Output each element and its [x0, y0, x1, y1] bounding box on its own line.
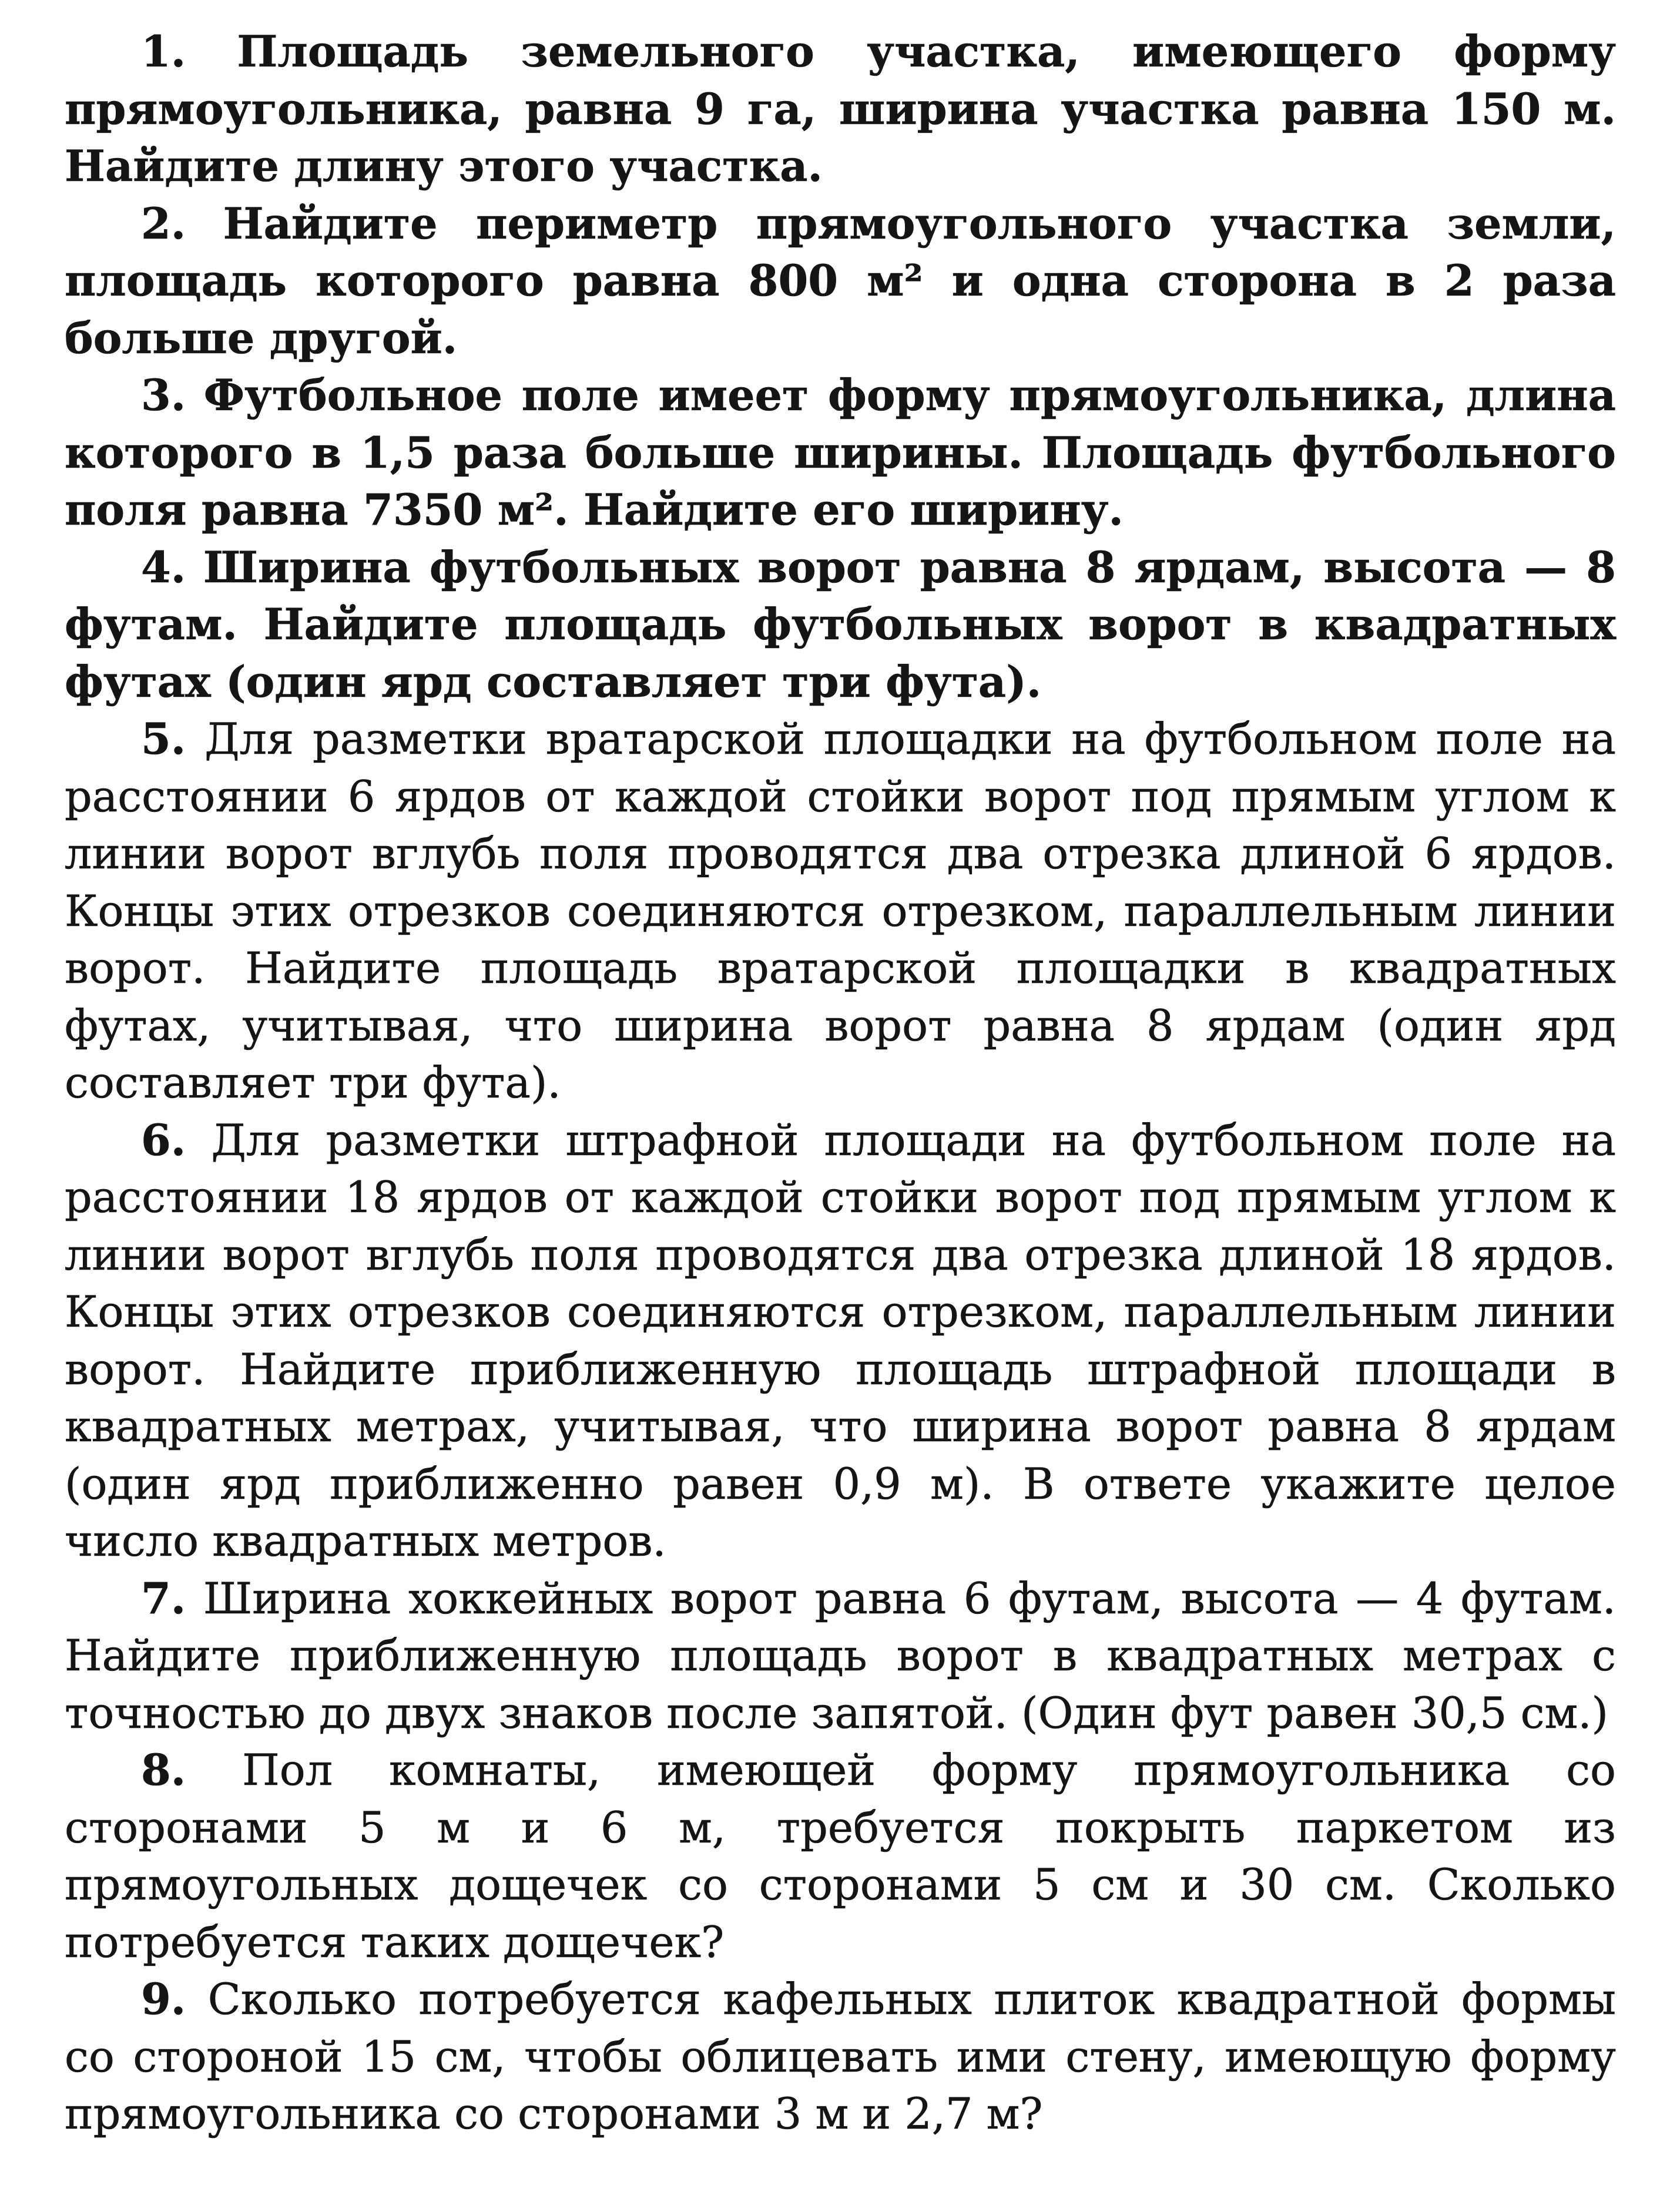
problem-number: 9.	[141, 1974, 186, 2025]
problem-8	[65, 1742, 1616, 1971]
problem-number: 8.	[141, 1745, 186, 1795]
problem-text: Для разметки штрафной площади на футбольном поле на расстоянии 18 ярдов от каждой стойки ворот под прямым углом к линии ворот вглубь поля проводятся два отрезка длиной 18 ярдов. Концы этих отрезков соединяются отрезком, параллельным линии ворот. Найдите приближенную площадь штрафной площади в квадратных метрах, учитывая, что ширина ворот равна 8 ярдам (один ярд приближенно равен 0,9 м). В ответе укажите целое число квадратных метров.	[65, 1115, 1616, 1566]
problem-number: 2.	[141, 198, 186, 249]
problem-2	[65, 196, 1616, 368]
problem-number: 4.	[141, 542, 186, 593]
problem-3	[65, 367, 1616, 539]
problem-7	[65, 1570, 1616, 1743]
problem-number: 6.	[141, 1115, 186, 1166]
problem-number: 5.	[141, 714, 186, 764]
problem-5	[65, 711, 1616, 1112]
problem-text: Футбольное поле имеет форму прямоугольника, длина которого в 1,5 раза больше ширины. Площадь футбольного поля равна 7350 м². Найдите его ширину.	[65, 370, 1616, 535]
problem-text: Найдите периметр прямоугольного участка земли, площадь которого равна 800 м² и одна сторона в 2 раза больше другой.	[65, 198, 1616, 364]
problem-text: Ширина футбольных ворот равна 8 ярдам, высота — 8 футам. Найдите площадь футбольных ворот в квадратных футах (один ярд составляет три фута).	[65, 542, 1616, 707]
problem-4	[65, 539, 1616, 711]
problem-6	[65, 1112, 1616, 1570]
problem-text: Для разметки вратарской площадки на футбольном поле на расстоянии 6 ярдов от каждой стойки ворот под прямым углом к линии ворот вглубь поля проводятся два отрезка длиной 6 ярдов. Концы этих отрезков соединяются отрезком, параллельным линии ворот. Найдите площадь вратарской площадки в квадратных футах, учитывая, что ширина ворот равна 8 ярдам (один ярд составляет три фута).	[65, 714, 1616, 1108]
problem-number: 3.	[141, 370, 186, 421]
problem-text: Сколько потребуется кафельных плиток квадратной формы со стороной 15 см, чтобы облицевать ими стену, имеющую форму прямоугольника со сторонами 3 м и 2,7 м?	[65, 1975, 1616, 2139]
problem-number: 7.	[141, 1573, 186, 1624]
problem-text: Пол комнаты, имеющей форму прямоугольника со сторонами 5 м и 6 м, требуется покрыть паркетом из прямоугольных дощечек со сторонами 5 см и 30 см. Сколько потребуется таких дощечек?	[65, 1746, 1616, 1968]
problem-1	[65, 24, 1616, 196]
problem-text: Ширина хоккейных ворот равна 6 футам, высота — 4 футам. Найдите приближенную площадь ворот в квадратных метрах с точностью до двух знаков после запятой. (Один фут равен 30,5 см.)	[65, 1573, 1616, 1738]
problem-text: Площадь земельного участка, имеющего форму прямоугольника, равна 9 га, ширина участка равна 150 м. Найдите длину этого участка.	[65, 26, 1616, 192]
problem-list	[65, 24, 1616, 2143]
problem-9	[65, 1971, 1616, 2143]
problem-number: 1.	[141, 26, 186, 77]
